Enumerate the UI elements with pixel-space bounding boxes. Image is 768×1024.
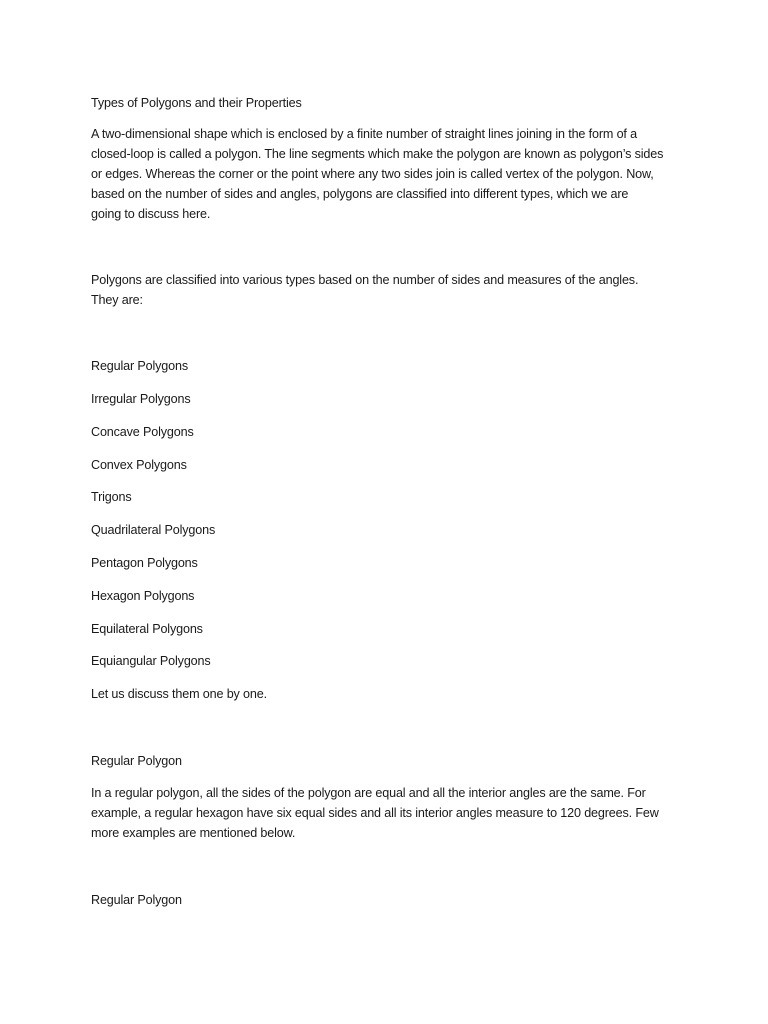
list-item: Irregular Polygons (91, 392, 191, 406)
intro-line: closed-loop is called a polygon. The line segments which make the polygon are known as polygon’s sides (91, 147, 664, 161)
list-item: Hexagon Polygons (91, 589, 195, 603)
list-item: Pentagon Polygons (91, 556, 198, 570)
intro-paragraph (91, 124, 663, 224)
list-item: Equilateral Polygons (91, 622, 203, 636)
list-item: Trigons (91, 490, 132, 504)
discuss-text: Let us discuss them one by one. (91, 687, 267, 701)
section-body (91, 783, 659, 843)
classification-line: They are: (91, 293, 143, 307)
intro-line: or edges. Whereas the corner or the point where any two sides join is called vertex of the polygon. Now, (91, 167, 654, 181)
list-item: Equiangular Polygons (91, 654, 211, 668)
section-body-line: In a regular polygon, all the sides of the polygon are equal and all the interior angles are the same. For (91, 786, 646, 800)
classification-line: Polygons are classified into various types based on the number of sides and measures of the angles. (91, 273, 639, 287)
list-item: Concave Polygons (91, 425, 194, 439)
list-item: Quadrilateral Polygons (91, 523, 216, 537)
section-heading: Regular Polygon (91, 754, 182, 768)
intro-line: based on the number of sides and angles, polygons are classified into different types, which we are (91, 187, 629, 201)
document-title: Types of Polygons and their Properties (91, 96, 302, 110)
intro-line: going to discuss here. (91, 207, 211, 221)
list-item: Convex Polygons (91, 458, 187, 472)
intro-line: A two-dimensional shape which is enclosed by a finite number of straight lines joining in the form of a (91, 127, 637, 141)
section-body-line: more examples are mentioned below. (91, 826, 296, 840)
classification-paragraph (91, 270, 638, 310)
list-item: Regular Polygons (91, 359, 189, 373)
section-body-line: example, a regular hexagon have six equal sides and all its interior angles measure to 120 degrees. Few (91, 806, 659, 820)
section-heading: Regular Polygon (91, 893, 182, 907)
